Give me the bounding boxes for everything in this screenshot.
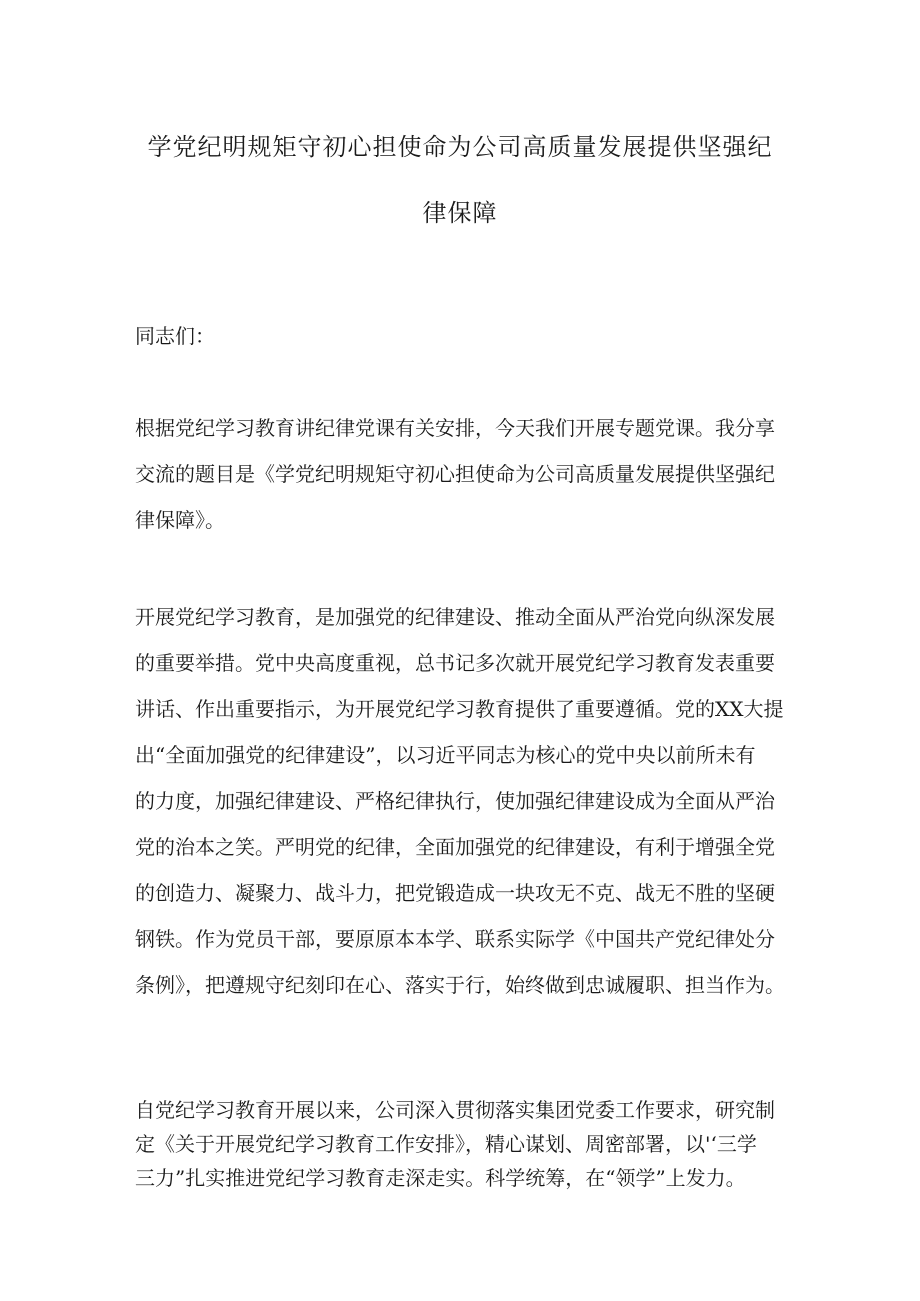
text-line: 开展党纪学习教育，是加强党的纪律建设、推动全面从严治党向纵深发展 bbox=[135, 605, 775, 629]
paragraph-2 bbox=[135, 594, 795, 1008]
text-line: 的重要举措。党中央高度重视，总书记多次就开展党纪学习教育发表重要 bbox=[135, 651, 775, 675]
text-line: 的创造力、凝聚力、战斗力，把党锻造成一块攻无不克、战无不胜的坚硬 bbox=[135, 881, 775, 905]
salutation: 同志们： bbox=[135, 324, 215, 348]
paragraph-3 bbox=[135, 1093, 795, 1195]
text-line: 条例》，把遵规守纪刻印在心、落实于行，始终做到忠诚履职、担当作为。 bbox=[135, 973, 785, 997]
text-line: 钢铁。作为党员干部，要原原本本学、联系实际学《中国共产党纪律处分 bbox=[135, 927, 775, 951]
text-line: 三力”扎实推进党纪学习教育走深走实。科学统筹，在“领学”上发力。 bbox=[135, 1166, 746, 1190]
text-line: 定《关于开展党纪学习教育工作安排》，精心谋划、周密部署，以'‘三学 bbox=[135, 1132, 757, 1156]
text-line: 自党纪学习教育开展以来，公司深入贯彻落实集团党委工作要求，研究制 bbox=[135, 1098, 775, 1122]
text-line: 交流的题目是《学党纪明规矩守初心担使命为公司高质量发展提供坚强纪 bbox=[135, 462, 775, 486]
document-title-line-2: 律保障 bbox=[422, 199, 498, 227]
text-line: 的力度，加强纪律建设、严格纪律执行，使加强纪律建设成为全面从严治 bbox=[135, 789, 775, 813]
document-title-line-1: 学党纪明规矩守初心担使命为公司高质量发展提供坚强纪 bbox=[147, 133, 773, 161]
paragraph-1 bbox=[135, 405, 795, 543]
text-line: 根据党纪学习教育讲纪律党课有关安排，今天我们开展专题党课。我分享 bbox=[135, 416, 775, 440]
text-line: 讲话、作出重要指示，为开展党纪学习教育提供了重要遵循。党的XX大提 bbox=[135, 697, 784, 721]
text-line: 律保障》。 bbox=[135, 508, 225, 532]
text-line: 出“全面加强党的纪律建设”，以习近平同志为核心的党中央以前所未有 bbox=[135, 743, 756, 767]
text-line: 党的治本之笑。严明党的纪律，全面加强党的纪律建设，有利于增强全党 bbox=[135, 835, 775, 859]
